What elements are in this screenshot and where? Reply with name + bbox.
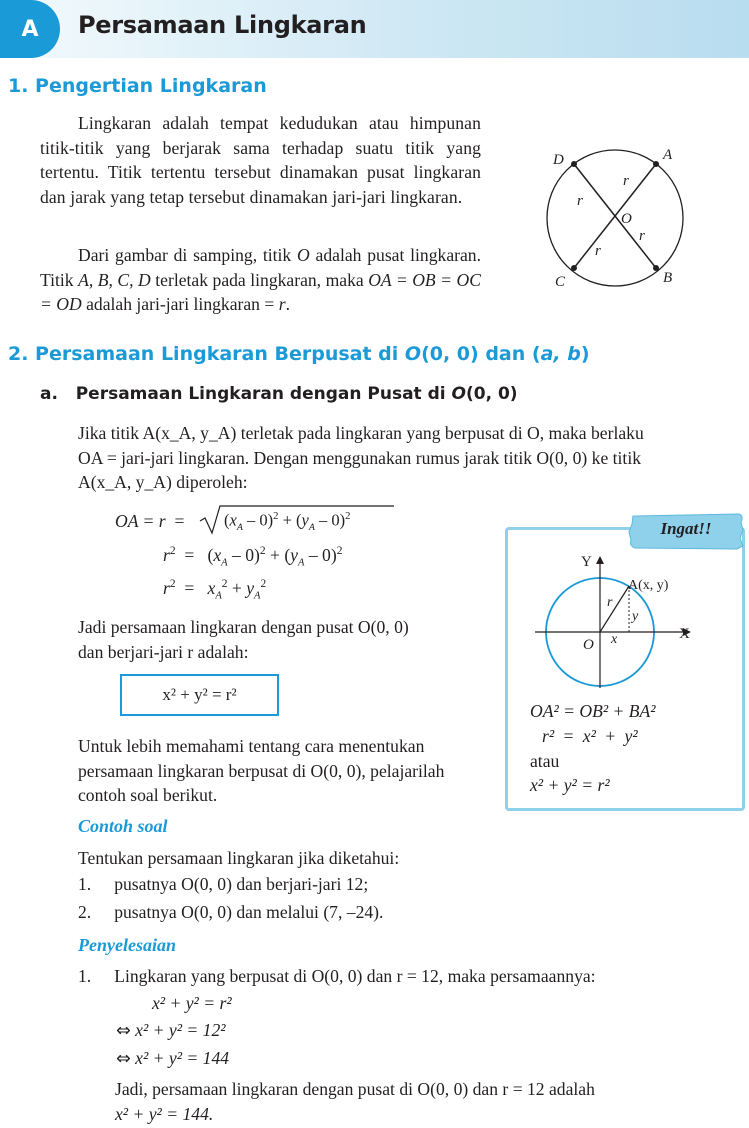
circle-diagram (535, 140, 700, 295)
label-r-OB: r (639, 228, 645, 244)
ingat-coordinate-diagram (533, 550, 713, 690)
derivation-eq1: OA = r = (115, 511, 185, 531)
definition-paragraph: Lingkaran adalah tempat kedudukan atau himpunan titik-titik yang berjarak sama terhadap suatu titik yang tertentu. Titik tertentu tersebut dinamakan pusat lingkaran dan jarak yang tetap tersebut dinamakan jari-jari lingkaran. (40, 113, 481, 207)
section2-heading: 2. Persamaan Lingkaran Berpusat di O(0, 0) dan (a, b) (8, 343, 590, 365)
label-D: D (553, 152, 564, 168)
ingat-eq1: OA² = OB² + BA² (530, 701, 656, 721)
example-item-1: 1. pusatnya O(0, 0) dan berjari-jari 12; (78, 874, 369, 894)
boxed-circle-equation: x² + y² = r² (120, 674, 279, 716)
intro-line2: OA = jari-jari lingkaran. Dengan menggunakan rumus jarak titik O(0, 0) ke titik (78, 447, 641, 468)
point-C (571, 265, 577, 271)
example-intro-text: Untuk lebih memahami tentang cara menentukan persamaan lingkaran berpusat di O(0, 0), pelajarilah contoh soal berikut. (78, 736, 445, 805)
intro-paragraph (78, 421, 748, 495)
solution-step2: ⇔ x² + y² = 12² (116, 1020, 226, 1041)
ingat-label: Ingat!! (660, 519, 712, 538)
label-B: B (663, 270, 673, 286)
derivation-eq2: $r^2 = (x_A - 0)^2 + (y_A - 0)^2$ (163, 545, 343, 569)
solution-step3: ⇔ x² + y² = 144 (116, 1048, 230, 1069)
label-Axy: A(x, y) (628, 578, 669, 593)
label-r: r (607, 595, 613, 610)
ingat-eq2: r² = x² + y² (542, 726, 638, 746)
point-D (571, 161, 577, 167)
y-axis-arrow (596, 556, 604, 564)
section1-heading: 1. Pengertian Lingkaran (8, 75, 267, 97)
section-badge: A (0, 0, 60, 58)
label-r-OA: r (623, 173, 629, 189)
example-prompt: Tentukan persamaan lingkaran jika diketahui: (78, 848, 400, 868)
figure-description-paragraph: Dari gambar di samping, titik O adalah pusat lingkaran. Titik A, B, C, D terletak pada lingkaran, maka OA = OB = OC = OD adalah jari-jari lingkaran = r. (40, 245, 481, 314)
circle-outline (547, 150, 683, 286)
derivation-eq3: $r^2 = x_A^2 + y_A^2$ (163, 578, 267, 602)
page-title: Persamaan Lingkaran (78, 11, 367, 39)
label-r-OD: r (577, 193, 583, 209)
point-A (653, 161, 659, 167)
intro-line3: A(x_A, y_A) diperoleh: (78, 472, 248, 492)
label-y: y (632, 609, 639, 624)
subsection-a-heading: a. Persamaan Lingkaran dengan Pusat di O(0, 0) (40, 384, 518, 404)
point-B (653, 265, 659, 271)
ingat-atau: atau (530, 751, 560, 771)
label-x: x (611, 632, 618, 647)
solution-conclusion: Jadi, persamaan lingkaran dengan pusat di O(0, 0) dan r = 12 adalah x² + y² = 144. (115, 1079, 595, 1124)
example-title: Contoh soal (78, 816, 168, 836)
ingat-eq3: x² + y² = r² (530, 775, 610, 795)
conclusion-text: Jadi persamaan lingkaran dengan pusat O(0, 0) dan berjari-jari r adalah: (78, 617, 409, 662)
radius-OA (600, 586, 629, 632)
intro-line1: Jika titik A(x_A, y_A) terletak pada lingkaran yang berpusat di O, maka berlaku (78, 423, 644, 443)
label-C: C (555, 274, 566, 290)
label-O: O (621, 211, 632, 227)
label-A: A (663, 147, 673, 163)
label-r-OC: r (595, 243, 601, 259)
sqrt-radicand: $(x_A - 0)^2 + (y_A - 0)^2$ (224, 510, 351, 533)
solution-title: Penyelesaian (78, 935, 176, 955)
example-item-2: 2. pusatnya O(0, 0) dan melalui (7, –24). (78, 902, 384, 922)
solution-line1: 1. Lingkaran yang berpusat di O(0, 0) dan r = 12, maka persamaannya: (78, 966, 596, 986)
label-O: O (583, 637, 594, 653)
label-Y: Y (581, 554, 592, 570)
solution-step1: x² + y² = r² (152, 993, 232, 1013)
label-X: X (679, 626, 690, 642)
